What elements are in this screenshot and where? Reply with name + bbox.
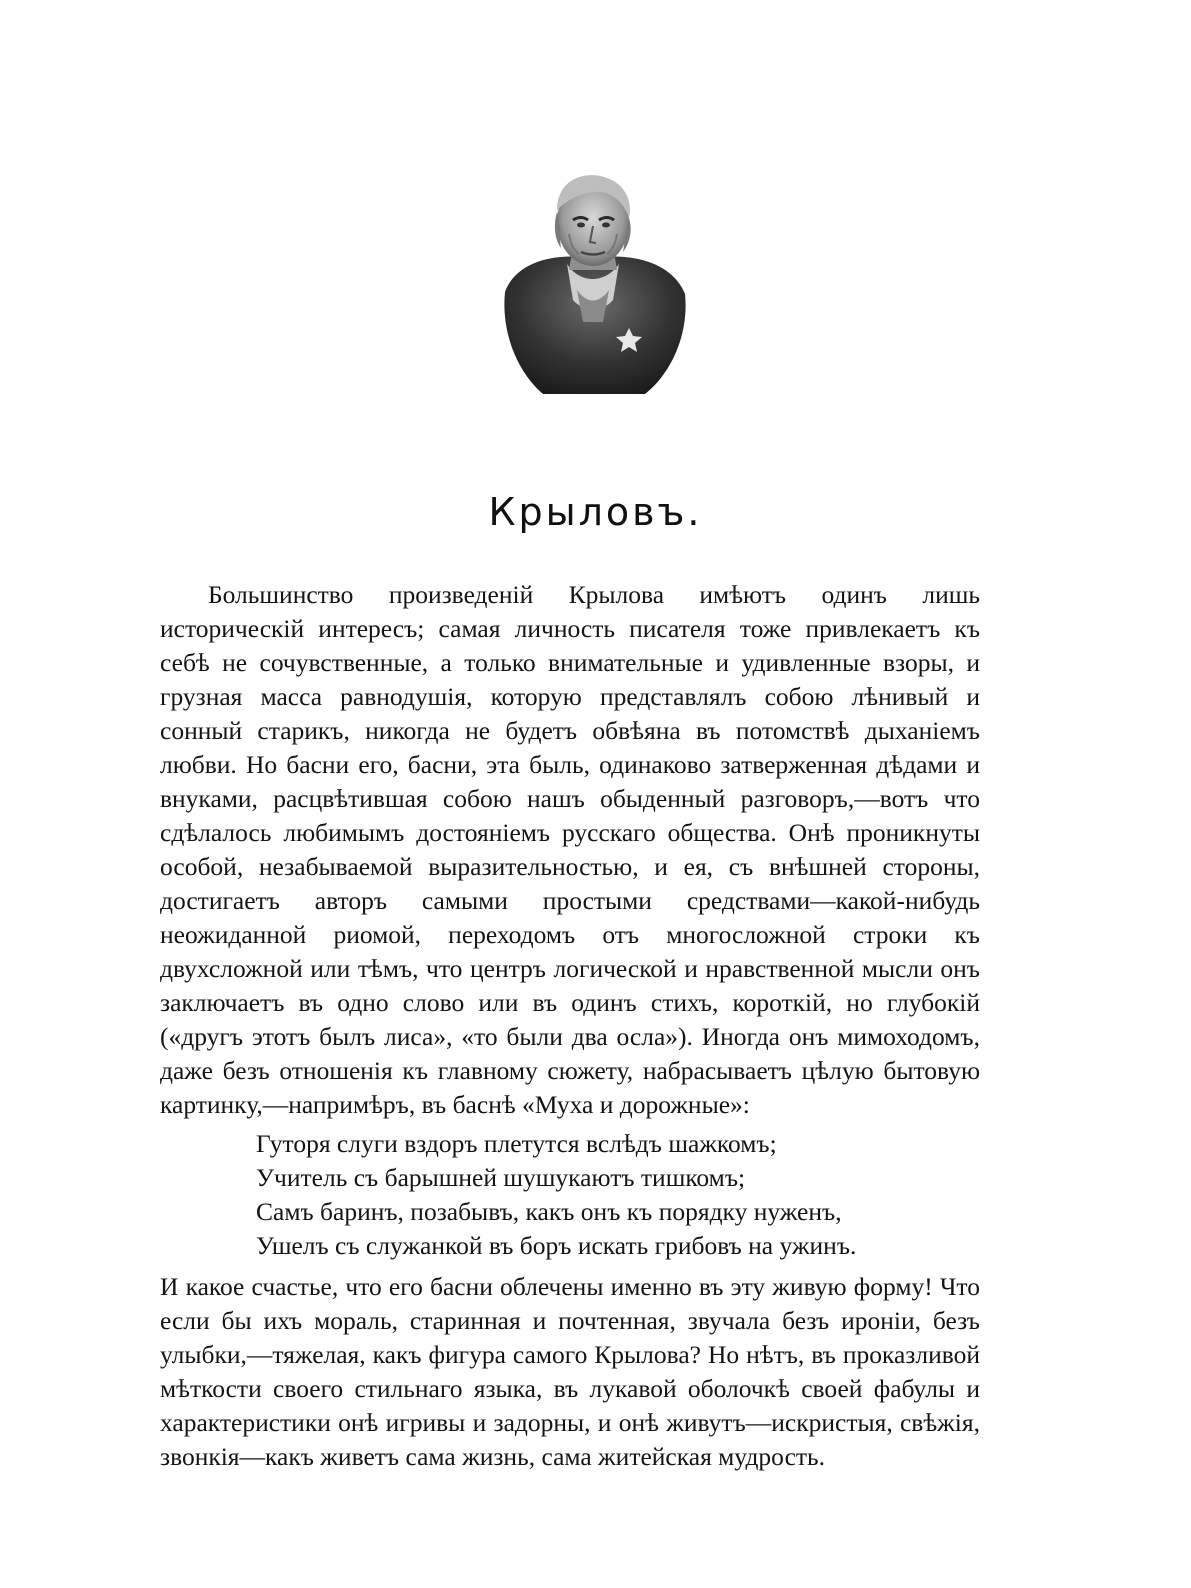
verse-line-1: Гуторя слуги вздоръ плетутся вслѣдъ шажкомъ; xyxy=(256,1129,777,1158)
page-title: Крыловъ. xyxy=(488,490,703,534)
paragraph-1: Большинство произведеній Крылова имѣютъ одинъ лишь историческій интересъ; самая личность писателя тоже привлекаетъ къ себѣ не сочувственные, а только внимательные и удивленные взоры, и грузная масса равнодушія, которую представлялъ собою лѣнивый и сонный старикъ, никогда не будетъ обвѣяна въ потомствѣ дыханіемъ любви. Но басни его, басни, эта быль, одинаково затверженная дѣдами и внуками, расцвѣтившая собою нашъ обыденный разговоръ,—вотъ что сдѣлалось любимымъ достояніемъ русскаго общества. Онѣ проникнуты особой, незабываемой выразительностью, и ея, съ внѣшней стороны, достигаетъ авторъ самыми простыми средствами—какой-нибудь неожиданной риомой, переходомъ отъ многосложной строки къ двухсложной или тѣмъ, что центръ логической и нравственной мысли онъ заключаетъ въ одно слово или въ одинъ стихъ, короткій, но глубокій («другъ этотъ былъ лиса», «то были два осла»). Иногда онъ мимоходомъ, даже безъ отношенія къ главному сюжету, набрасываетъ цѣлую бытовую картинку,—напримѣръ, въ баснѣ «Муха и дорожные»: xyxy=(160,580,980,1119)
verse-line-4: Ушелъ съ служанкой въ боръ искать грибовъ на ужинъ. xyxy=(256,1231,857,1260)
paragraph-2: И какое счастье, что его басни облечены именно въ эту живую форму! Что если бы ихъ мораль, старинная и почтенная, звучала безъ ироніи, безъ улыбки,—тяжелая, какъ фигура самого Крылова? Но нѣтъ, въ проказливой мѣткости своего стильнаго языка, въ лукавой оболочкѣ своей фабулы и характеристики онѣ игривы и задорны, и онѣ живутъ—искристыя, свѣжія, звонкія—какъ живетъ сама жизнь, сама житейская мудрость. xyxy=(160,1272,980,1471)
portrait-engraving-icon xyxy=(495,172,690,400)
verse-line-3: Самъ баринъ, позабывъ, какъ онъ къ порядку нуженъ, xyxy=(256,1197,842,1226)
verse-line-2: Учитель съ барышней шушукаютъ тишкомъ; xyxy=(256,1163,746,1192)
verse-quote xyxy=(256,1127,856,1263)
